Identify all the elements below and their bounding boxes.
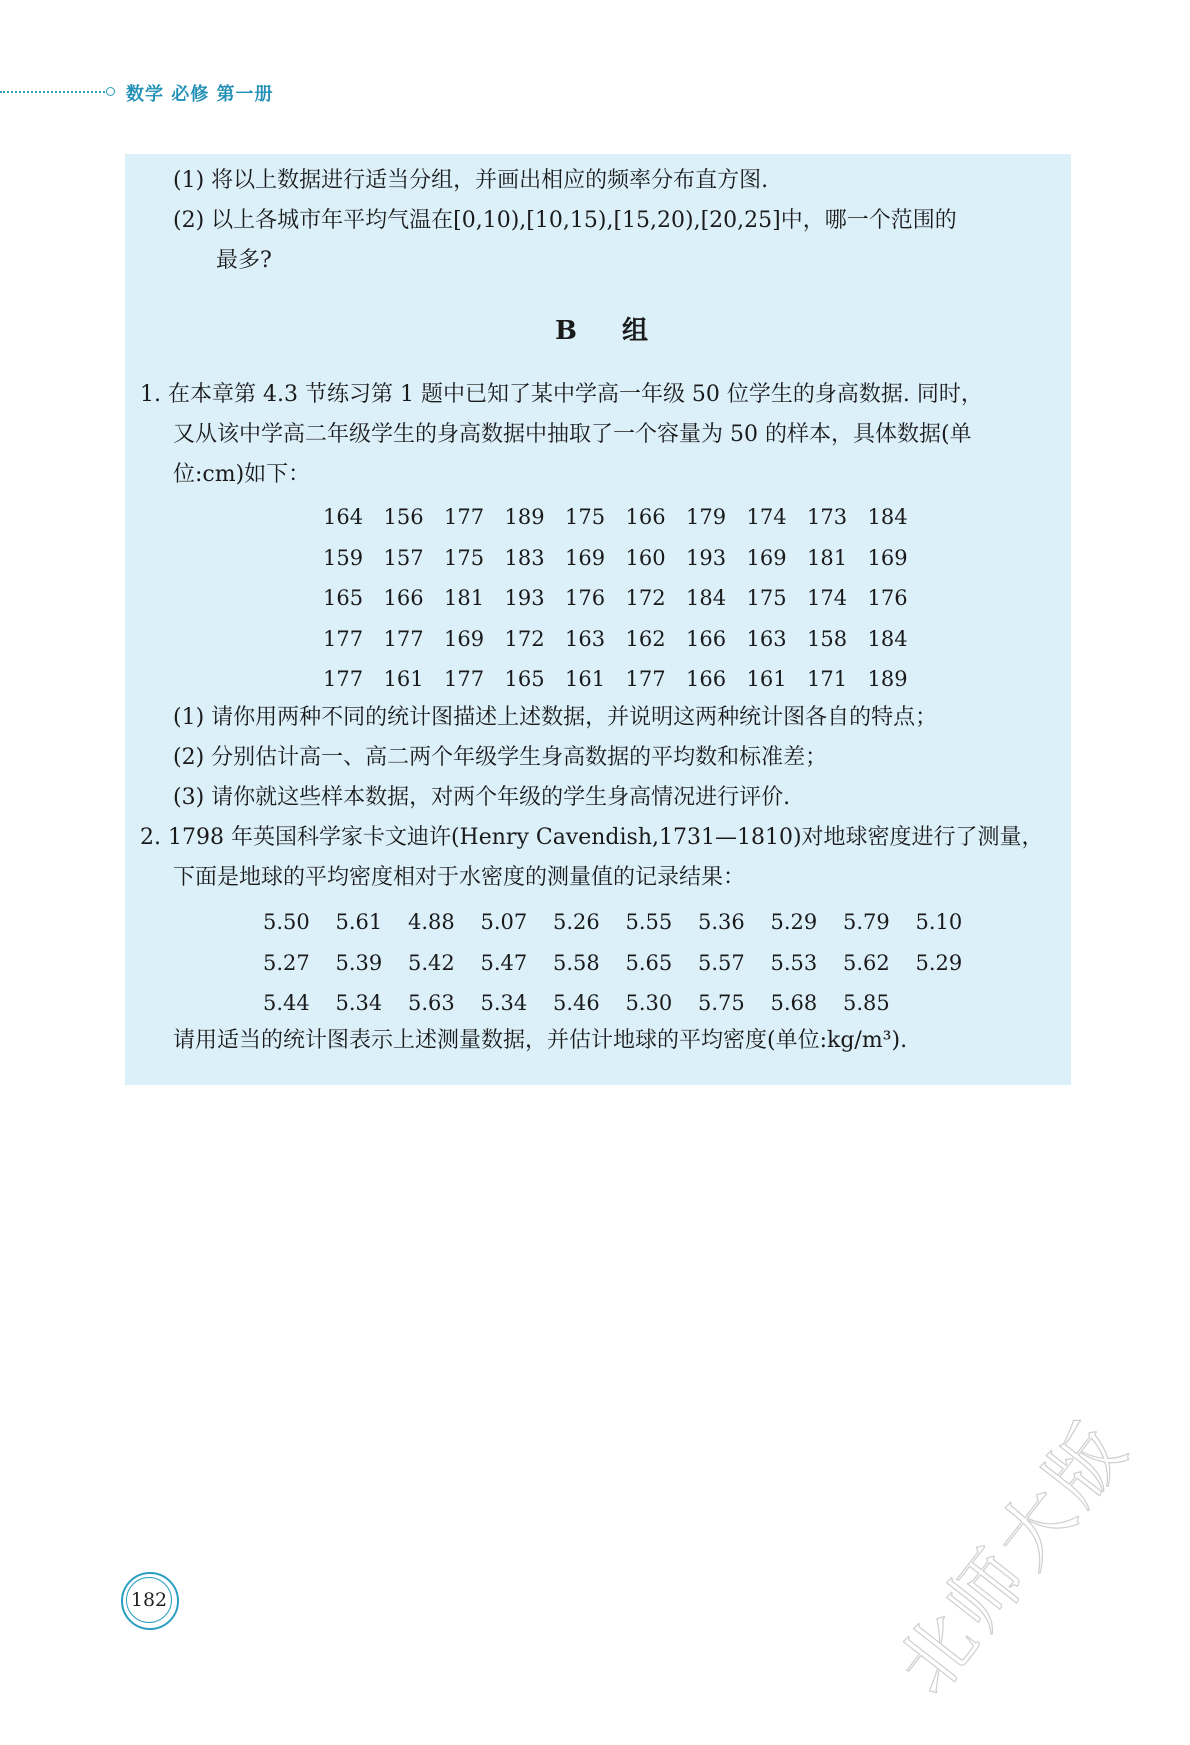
- data-value: 174: [807, 586, 848, 610]
- exercise-1-question-2: (2) 分别估计高一、高二两个年级学生身高数据的平均数和标准差；: [173, 745, 828, 770]
- data-value: 169: [867, 545, 908, 570]
- data-value: 161: [746, 667, 787, 691]
- data-value: 174: [746, 505, 787, 529]
- data-value: 166: [686, 667, 727, 691]
- data-value: 177: [625, 667, 666, 691]
- data-value: 176: [867, 586, 908, 610]
- data-value: 172: [625, 586, 666, 610]
- header-dot-icon: [106, 87, 115, 96]
- exercise-1-question-3: (3) 请你就这些样本数据，对两个年级的学生身高情况进行评价.: [173, 785, 791, 810]
- page-number-badge: [121, 1572, 179, 1630]
- data-value: 5.75: [698, 991, 745, 1015]
- data-value: 5.65: [625, 950, 673, 975]
- data-value: 5.79: [843, 910, 890, 934]
- data-value: 165: [504, 667, 545, 691]
- data-value: 177: [323, 626, 364, 651]
- data-value: 176: [565, 586, 606, 610]
- exercise-1-line-3: 位:cm)如下：: [173, 462, 311, 487]
- data-value: 177: [323, 667, 364, 691]
- data-value: 5.07: [480, 910, 528, 934]
- data-value: 5.47: [480, 950, 528, 975]
- data-value: 5.27: [263, 950, 310, 975]
- exercise-panel: [125, 154, 1071, 1085]
- data-value: 163: [565, 626, 606, 651]
- data-value: 5.55: [625, 910, 673, 934]
- partA-question-2-cont: 最多?: [216, 248, 272, 273]
- data-value: 5.53: [770, 950, 818, 975]
- data-value: 183: [504, 545, 545, 570]
- data-value: 5.29: [770, 910, 818, 934]
- data-value: 5.39: [335, 950, 383, 975]
- data-value: 175: [565, 505, 606, 529]
- data-value: 5.61: [335, 910, 383, 934]
- data-value: 169: [746, 545, 787, 570]
- data-value: 5.30: [625, 991, 673, 1015]
- data-value: 159: [323, 545, 364, 570]
- data-value: 163: [746, 626, 787, 651]
- data-value: 189: [504, 505, 545, 529]
- data-value: 5.57: [698, 950, 745, 975]
- data-value: 4.88: [408, 910, 455, 934]
- data-value: 162: [625, 626, 666, 651]
- data-value: 184: [867, 505, 908, 529]
- data-value: 5.58: [553, 950, 600, 975]
- data-value: 181: [807, 545, 848, 570]
- data-value: 5.42: [408, 950, 455, 975]
- data-value: 166: [625, 505, 666, 529]
- data-value: 179: [686, 505, 727, 529]
- data-value: 5.34: [480, 991, 528, 1015]
- data-value: 161: [383, 667, 424, 691]
- data-value: 175: [444, 545, 485, 570]
- data-value: 5.10: [915, 910, 963, 934]
- data-value: 172: [504, 626, 545, 651]
- publisher-watermark: 北师大版: [881, 1404, 1146, 1710]
- data-value: 158: [807, 626, 848, 651]
- data-value: 156: [383, 505, 424, 529]
- data-value: 184: [867, 626, 908, 651]
- data-value: 184: [686, 586, 727, 610]
- data-value: 166: [383, 586, 424, 610]
- data-value: 177: [383, 626, 424, 651]
- data-value: 189: [867, 667, 908, 691]
- data-value: 161: [565, 667, 606, 691]
- data-value: 5.26: [553, 910, 600, 934]
- data-value: 160: [625, 545, 666, 570]
- data-value: 193: [686, 545, 727, 570]
- exercise-2-task: 请用适当的统计图表示上述测量数据，并估计地球的平均密度(单位:kg/m³).: [173, 1028, 908, 1053]
- data-value: 5.50: [263, 910, 310, 934]
- data-value: 171: [807, 667, 848, 691]
- data-value: 5.34: [335, 991, 383, 1015]
- running-header: 数学 必修 第一册: [126, 84, 274, 105]
- group-b-title: B 组: [555, 316, 667, 346]
- data-value: 5.36: [698, 910, 745, 934]
- data-value: 5.68: [770, 991, 818, 1015]
- data-value: 169: [444, 626, 485, 651]
- data-value: 175: [746, 586, 787, 610]
- data-value: 5.46: [553, 991, 600, 1015]
- data-value: 157: [383, 545, 424, 570]
- data-value: 164: [323, 505, 364, 529]
- data-value: 5.44: [263, 991, 310, 1015]
- data-value: 166: [686, 626, 727, 651]
- data-value: 5.62: [843, 950, 890, 975]
- exercise-1-line-1: 1. 在本章第 4.3 节练习第 1 题中已知了某中学高一年级 50 位学生的身高数据. 同时，: [140, 382, 983, 407]
- data-value: 177: [444, 667, 485, 691]
- data-value: 5.63: [408, 991, 455, 1015]
- exercise-2-line-2: 下面是地球的平均密度相对于水密度的测量值的记录结果：: [173, 865, 746, 890]
- header-rule: [0, 91, 108, 93]
- data-value: 5.29: [915, 950, 963, 975]
- data-value: 181: [444, 586, 485, 610]
- data-value: 165: [323, 586, 364, 610]
- exercise-2-line-1: 2. 1798 年英国科学家卡文迪许(Henry Cavendish,1731—1810)对地球密度进行了测量，: [140, 825, 1044, 850]
- partA-question-1: (1) 将以上数据进行适当分组，并画出相应的频率分布直方图.: [173, 168, 769, 193]
- partA-question-2: (2) 以上各城市年平均气温在[0,10),[10,15),[15,20),[20,25]中，哪一个范围的: [173, 208, 957, 233]
- exercise-1-question-1: (1) 请你用两种不同的统计图描述上述数据，并说明这两种统计图各自的特点；: [173, 705, 938, 730]
- data-value: 5.85: [843, 991, 890, 1015]
- data-value: 193: [504, 586, 545, 610]
- data-value: 169: [565, 545, 606, 570]
- data-value: 177: [444, 505, 485, 529]
- exercise-1-line-2: 又从该中学高二年级学生的身高数据中抽取了一个容量为 50 的样本，具体数据(单: [173, 422, 972, 447]
- data-value: 173: [807, 505, 848, 529]
- page-number: 182: [126, 1577, 172, 1623]
